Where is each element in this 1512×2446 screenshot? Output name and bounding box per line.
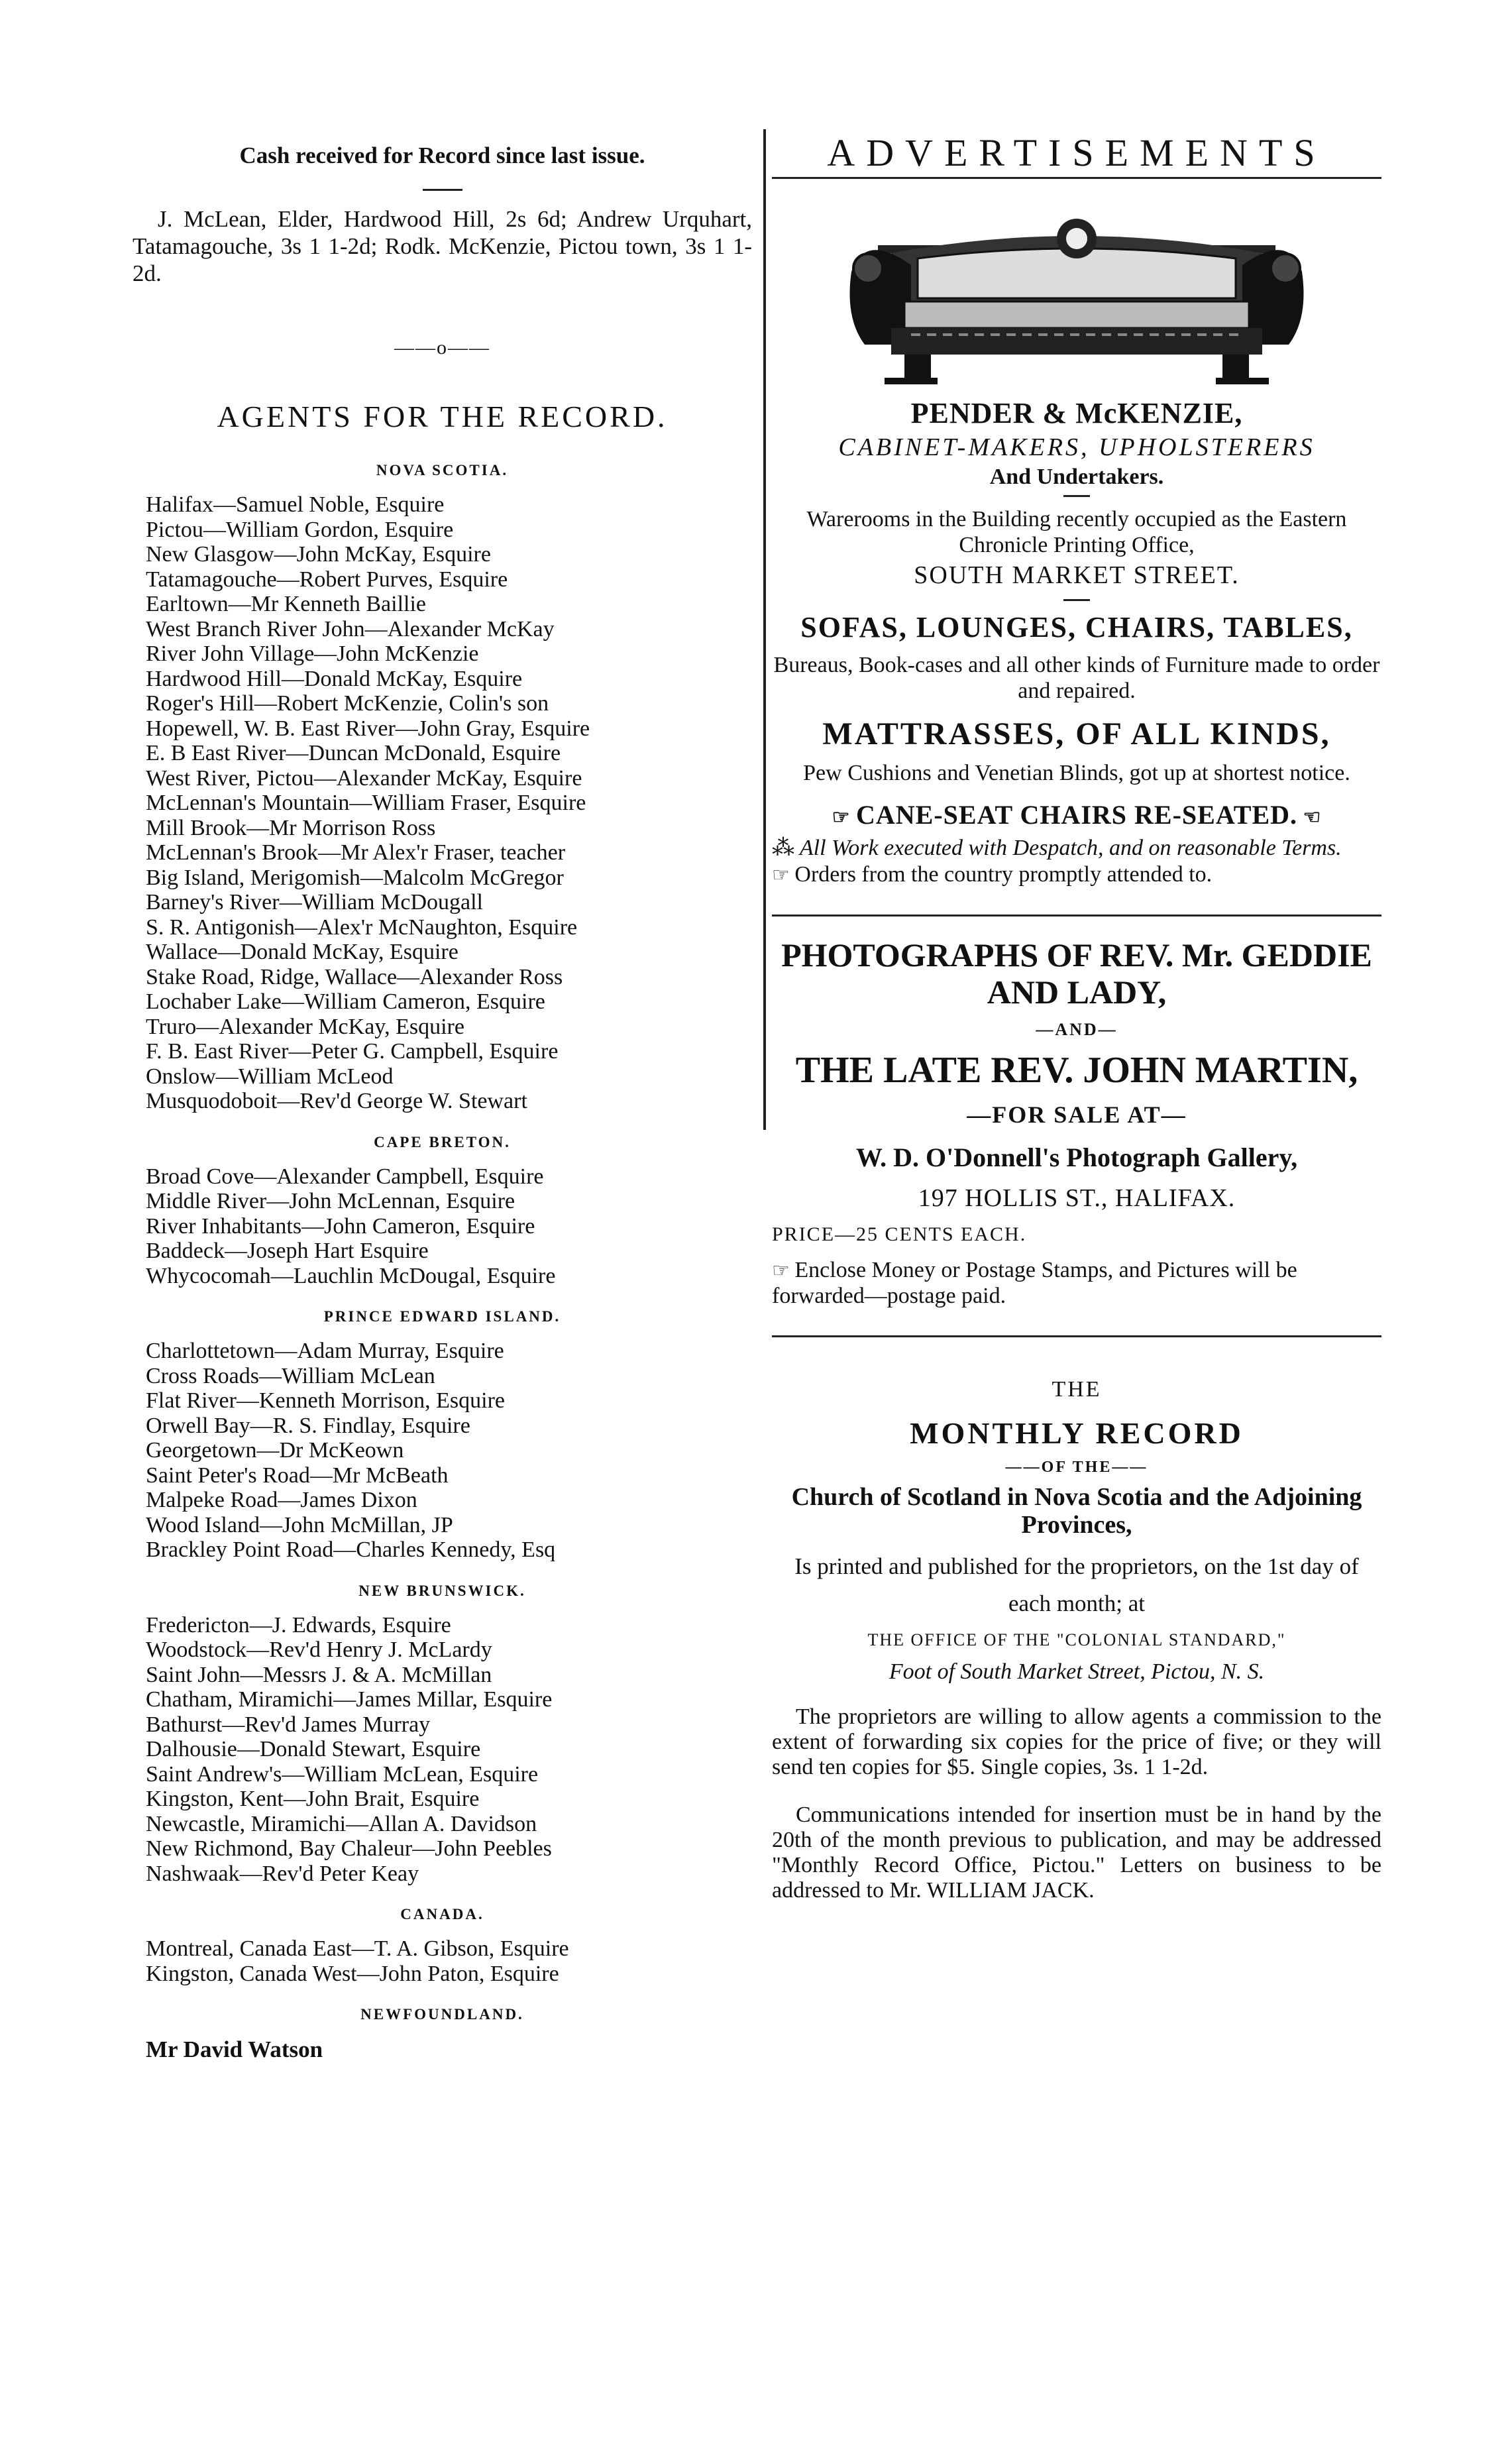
ornamental-separator: ——o——: [394, 337, 490, 359]
agent-entry: New Glasgow—John McKay, Esquire: [146, 542, 491, 567]
photographs-headline: PHOTOGRAPHS OF REV. Mr. GEDDIE AND LADY,: [781, 936, 1372, 1011]
pointing-hand-icon: ☞: [772, 864, 795, 886]
agent-entry: Fredericton—J. Edwards, Esquire: [146, 1612, 451, 1638]
agent-entry: Nashwaak—Rev'd Peter Keay: [146, 1861, 419, 1886]
agent-list: [146, 492, 752, 1114]
monthly-record-title: MONTHLY RECORD: [910, 1416, 1244, 1450]
agent-entry: River Inhabitants—John Cameron, Esquire: [146, 1213, 535, 1239]
agent-entry: Woodstock—Rev'd Henry J. McLardy: [146, 1638, 492, 1662]
agent-entry: Saint John—Messrs J. & A. McMillan: [146, 1662, 492, 1687]
agent-entry: F. B. East River—Peter G. Campbell, Esquire: [146, 1039, 559, 1064]
agents-heading: AGENTS FOR THE RECORD.: [217, 400, 668, 433]
short-dash-divider: [423, 189, 462, 191]
price-line: PRICE—25 CENTS EACH.: [772, 1223, 1027, 1245]
and-divider: —AND—: [1036, 1020, 1118, 1039]
region-heading: NEW BRUNSWICK.: [358, 1582, 526, 1599]
short-dash-divider: [1063, 599, 1090, 601]
office-line: THE OFFICE OF THE "COLONIAL STANDARD,": [867, 1630, 1286, 1649]
cane-seat-text: CANE-SEAT CHAIRS RE-SEATED.: [855, 800, 1298, 830]
work-terms-text: [772, 836, 1381, 861]
agent-list: [146, 1613, 752, 1887]
agent-entry: Montreal, Canada East—T. A. Gibson, Esquire: [146, 1936, 569, 1961]
enclose-label: Enclose Money or Postage Stamps, and Pictures will be forwarded—postage paid.: [772, 1258, 1297, 1308]
agent-section-prince-edward-island: [133, 1308, 752, 1563]
agent-entry: McLennan's Mountain—William Fraser, Esquire: [146, 791, 586, 815]
agent-entry: McLennan's Brook—Mr Alex'r Fraser, teacher: [146, 840, 566, 865]
agent-section-newfoundland: [133, 2006, 752, 2063]
firm-name: PENDER & McKENZIE,: [910, 397, 1243, 429]
furniture-advertisement: [772, 192, 1381, 888]
newfoundland-agent: Mr David Watson: [146, 2036, 323, 2062]
agent-entry: Saint Peter's Road—Mr McBeath: [146, 1463, 449, 1488]
agent-entry: Malpeke Road—James Dixon: [146, 1488, 417, 1512]
agent-entry: Mill Brook—Mr Morrison Ross: [146, 815, 436, 840]
agent-entry: S. R. Antigonish—Alex'r McNaughton, Esquire: [146, 915, 578, 940]
heading-rule: [772, 177, 1381, 179]
short-dash-divider: [1063, 495, 1090, 497]
enclose-text: [772, 1258, 1381, 1309]
agent-entry: Halifax—Samuel Noble, Esquire: [146, 492, 445, 517]
region-heading: NOVA SCOTIA.: [376, 462, 509, 478]
agent-entry: Kingston, Kent—John Brait, Esquire: [146, 1787, 480, 1811]
location-line: Foot of South Market Street, Pictou, N. S.: [889, 1659, 1265, 1684]
agent-entry: Whycocomah—Lauchlin McDougal, Esquire: [146, 1263, 556, 1288]
agent-entry: Baddeck—Joseph Hart Esquire: [146, 1239, 429, 1263]
agent-section-canada: [133, 1906, 752, 1986]
orders-label: Orders from the country promptly attended to.: [794, 862, 1213, 887]
agent-entry: Charlottetown—Adam Murray, Esquire: [146, 1339, 504, 1363]
agent-entry: Broad Cove—Alexander Campbell, Esquire: [146, 1164, 544, 1189]
gallery-address: 197 HOLLIS ST., HALIFAX.: [918, 1184, 1236, 1212]
pointing-hand-icon: ☞: [832, 806, 856, 828]
agent-entry: Hopewell, W. B. East River—John Gray, Esquire: [146, 716, 590, 741]
furniture-items-line: SOFAS, LOUNGES, CHAIRS, TABLES,: [800, 611, 1353, 643]
agent-entry: Earltown—Mr Kenneth Baillie: [146, 592, 427, 616]
agent-entry: Hardwood Hill—Donald McKay, Esquire: [146, 666, 523, 691]
sofa-illustration: [838, 192, 1315, 391]
photographs-advertisement: [772, 936, 1381, 1309]
agent-section-nova-scotia: [133, 462, 752, 1114]
undertakers-line: And Undertakers.: [989, 465, 1164, 489]
for-sale-line: —FOR SALE AT—: [967, 1101, 1187, 1128]
agent-entry: Newcastle, Miramichi—Allan A. Davidson: [146, 1811, 537, 1836]
communications-text: Communications intended for insertion must be in hand by the 20th of the month previous to publication, and may be addressed "Monthly Record Office, Pictou." Letters on business to be addressed to Mr. WILLIAM JACK.: [772, 1803, 1381, 1903]
agent-entry: Truro—Alexander McKay, Esquire: [146, 1014, 464, 1039]
agent-entry: Orwell Bay—R. S. Findlay, Esquire: [146, 1413, 470, 1438]
agent-entry: Roger's Hill—Robert McKenzie, Colin's son: [146, 691, 549, 716]
agent-entry: Saint Andrew's—William McLean, Esquire: [146, 1761, 539, 1787]
pointing-hand-icon: ☞: [772, 1260, 795, 1282]
agent-entry: New Richmond, Bay Chaleur—John Peebles: [146, 1836, 552, 1861]
agent-entry: Onslow—William McLeod: [146, 1064, 394, 1089]
agent-entry: Tatamagouche—Robert Purves, Esquire: [146, 567, 508, 592]
printed-text: Is printed and published for the proprietors, on the 1st day of each month; at: [794, 1553, 1359, 1616]
church-line: Church of Scotland in Nova Scotia and the Adjoining Provinces,: [791, 1483, 1362, 1539]
agent-entry: Brackley Point Road—Charles Kennedy, Esq: [146, 1537, 556, 1562]
agent-entry: Cross Roads—William McLean: [146, 1363, 435, 1388]
agent-entry: Stake Road, Ridge, Wallace—Alexander Ross: [146, 964, 563, 989]
cane-seat-line: [772, 799, 1381, 830]
region-heading: NEWFOUNDLAND.: [360, 2006, 524, 2023]
john-martin-headline: THE LATE REV. JOHN MARTIN,: [795, 1050, 1358, 1091]
the-word: THE: [1052, 1377, 1102, 1402]
agent-entry: Pictou—William Gordon, Esquire: [146, 517, 454, 542]
agent-entry: Barney's River—William McDougall: [146, 890, 483, 915]
monthly-record-notice: [772, 1377, 1381, 1903]
agent-entry: Middle River—John McLennan, Esquire: [146, 1189, 515, 1213]
warerooms-text: Warerooms in the Building recently occupied as the Eastern Chronicle Printing Office,: [806, 507, 1347, 557]
agent-entry: Wallace—Donald McKay, Esquire: [146, 940, 459, 964]
agent-entry: Georgetown—Dr McKeown: [146, 1438, 404, 1463]
region-heading: CANADA.: [400, 1906, 484, 1922]
column-divider-rule: [763, 129, 766, 1130]
right-column: [772, 129, 1381, 1903]
bureaus-text: Bureaus, Book-cases and all other kinds of Furniture made to order and repaired.: [773, 653, 1380, 703]
agent-entry: Lochaber Lake—William Cameron, Esquire: [146, 989, 545, 1014]
agent-section-new-brunswick: [133, 1583, 752, 1887]
agent-entry: West Branch River John—Alexander McKay: [146, 616, 555, 641]
agent-entry: Flat River—Kenneth Morrison, Esquire: [146, 1388, 506, 1413]
agent-entry: Chatham, Miramichi—James Millar, Esquire: [146, 1687, 553, 1712]
agent-section-cape-breton: [133, 1134, 752, 1289]
asterism-icon: ⁂: [772, 836, 800, 860]
cash-received-heading: Cash received for Record since last issue.: [239, 142, 645, 168]
mattresses-line: MATTRASSES, OF ALL KINDS,: [822, 716, 1331, 751]
street-line: SOUTH MARKET STREET.: [914, 561, 1240, 589]
agent-entry: E. B East River—Duncan McDonald, Esquire: [146, 741, 561, 765]
agent-entry: Big Island, Merigomish—Malcolm McGregor: [146, 865, 564, 890]
agent-entry: Dalhousie—Donald Stewart, Esquire: [146, 1737, 481, 1761]
pointing-hand-icon: ☜: [1297, 806, 1322, 828]
agent-list: [146, 1164, 752, 1289]
of-the-divider: ——OF THE——: [1005, 1459, 1148, 1476]
work-terms-label: All Work executed with Despatch, and on reasonable Terms.: [799, 836, 1342, 860]
agent-entry: Kingston, Canada West—John Paton, Esquire: [146, 1961, 559, 1986]
agent-entry: Musquodoboit—Rev'd George W. Stewart: [146, 1089, 527, 1113]
proprietors-text: The proprietors are willing to allow agents a commission to the extent of forwarding six copies for the price of five; or they will send ten copies for $5. Single copies, 3s. 1 1-2d.: [772, 1704, 1381, 1779]
gallery-name: W. D. O'Donnell's Photograph Gallery,: [855, 1142, 1298, 1172]
agent-list: [146, 1339, 752, 1563]
cash-received-paragraph: J. McLean, Elder, Hardwood Hill, 2s 6d; Andrew Urquhart, Tatamagouche, 3s 1 1-2d; Rodk. McKenzie, Pictou town, 3s 1 1-2d.: [133, 206, 752, 286]
left-column: [133, 129, 752, 2063]
agent-entry: Wood Island—John McMillan, JP: [146, 1512, 453, 1537]
advertisement-separator: [772, 915, 1381, 917]
agent-entry: West River, Pictou—Alexander McKay, Esquire: [146, 765, 582, 791]
region-heading: PRINCE EDWARD ISLAND.: [323, 1308, 561, 1325]
orders-text: [772, 862, 1381, 888]
agent-entry: Bathurst—Rev'd James Murray: [146, 1712, 431, 1737]
trade-line: CABINET-MAKERS, UPHOLSTERERS: [838, 433, 1315, 461]
agent-entry: River John Village—John McKenzie: [146, 641, 479, 666]
cushions-text: Pew Cushions and Venetian Blinds, got up at shortest notice.: [803, 761, 1350, 785]
advertisement-separator: [772, 1335, 1381, 1337]
agent-list: [146, 1936, 752, 1986]
region-heading: CAPE BRETON.: [374, 1133, 511, 1150]
advertisements-heading: ADVERTISEMENTS: [827, 131, 1326, 174]
